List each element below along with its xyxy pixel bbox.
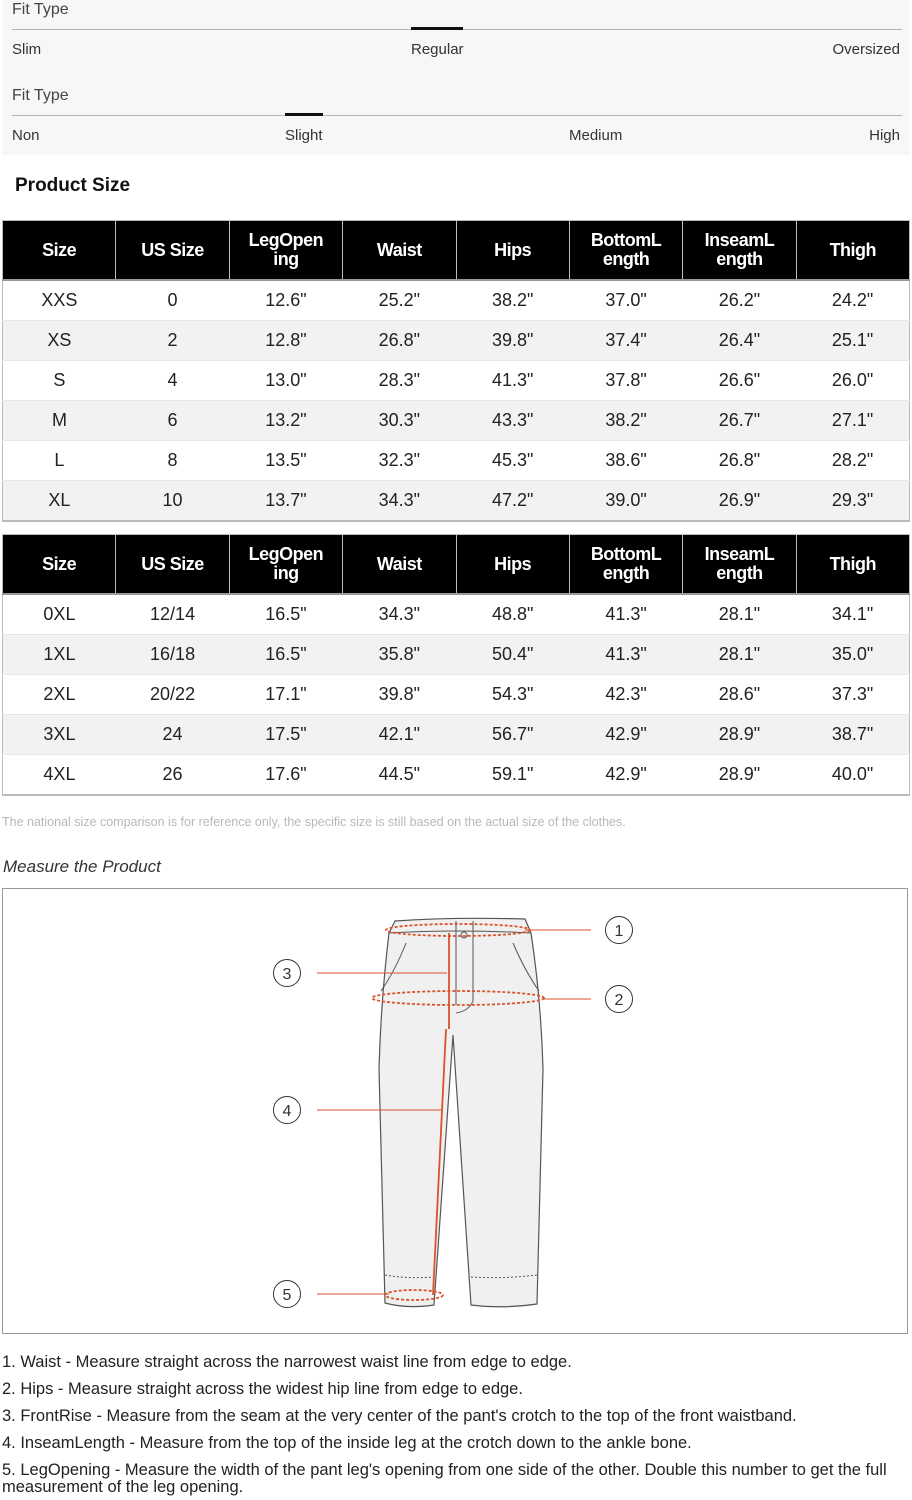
table-cell: 24.2": [796, 280, 909, 321]
table-cell: 28.1": [683, 594, 796, 635]
marker-3-label: 3: [282, 966, 292, 983]
size-table-body: [3, 594, 910, 795]
header-size: Size: [3, 535, 116, 595]
fit-option-slim: Slim: [12, 41, 42, 58]
product-size-title: Product Size: [15, 175, 131, 196]
fit-type-title: Fit Type: [12, 1, 69, 18]
table-cell: 35.8": [343, 635, 456, 675]
header-hips: Hips: [456, 535, 569, 595]
measurement-diagram: [2, 888, 908, 1334]
table-cell: 17.1": [229, 675, 342, 715]
header-us-size: US Size: [116, 221, 229, 281]
table-cell: 28.2": [796, 441, 909, 481]
table-row: [3, 594, 910, 635]
table-cell: 42.9": [569, 755, 682, 796]
table-cell: 26.0": [796, 361, 909, 401]
marker-1-label: 1: [614, 923, 624, 940]
table-cell: 39.0": [569, 481, 682, 522]
table-cell: 40.0": [796, 755, 909, 796]
table-row: [3, 441, 910, 481]
header-leg-opening: LegOpen ing: [229, 221, 342, 281]
table-row: [3, 481, 910, 522]
table-cell: 13.5": [229, 441, 342, 481]
header-inseam-length: InseamL ength: [683, 535, 796, 595]
table-cell: 41.3": [569, 594, 682, 635]
table-cell: 41.3": [456, 361, 569, 401]
table-cell: 42.1": [343, 715, 456, 755]
measure-title: Measure the Product: [3, 857, 161, 876]
table-row: [3, 755, 910, 796]
table-cell: 12/14: [116, 594, 229, 635]
table-cell: 28.6": [683, 675, 796, 715]
table-cell: 13.0": [229, 361, 342, 401]
table-cell: XXS: [3, 280, 116, 321]
table-cell: 0: [116, 280, 229, 321]
table-cell: 13.2": [229, 401, 342, 441]
table-cell: 12.8": [229, 321, 342, 361]
stretch-scale-track: [12, 115, 902, 116]
table-cell: 42.9": [569, 715, 682, 755]
table-cell: 59.1": [456, 755, 569, 796]
measurement-instructions: [2, 1354, 910, 1496]
table-cell: 26.9": [683, 481, 796, 522]
table-cell: 27.1": [796, 401, 909, 441]
table-cell: XS: [3, 321, 116, 361]
table-cell: 26.8": [683, 441, 796, 481]
table-cell: 26.2": [683, 280, 796, 321]
header-leg-opening: LegOpen ing: [229, 535, 342, 595]
table-cell: 26.4": [683, 321, 796, 361]
marker-3: [274, 960, 301, 987]
table-cell: 1XL: [3, 635, 116, 675]
table-cell: 34.3": [343, 594, 456, 635]
table-cell: 13.7": [229, 481, 342, 522]
table-cell: 43.3": [456, 401, 569, 441]
marker-4-label: 4: [282, 1103, 292, 1120]
table-cell: 50.4": [456, 635, 569, 675]
table-cell: 16/18: [116, 635, 229, 675]
table-cell: 48.8": [456, 594, 569, 635]
table-cell: 26.6": [683, 361, 796, 401]
table-cell: 37.0": [569, 280, 682, 321]
header-hips: Hips: [456, 221, 569, 281]
table-cell: L: [3, 441, 116, 481]
table-cell: 24: [116, 715, 229, 755]
table-cell: M: [3, 401, 116, 441]
table-cell: 34.3": [343, 481, 456, 522]
table-cell: 17.6": [229, 755, 342, 796]
table-cell: 28.3": [343, 361, 456, 401]
size-table-plus: [2, 534, 910, 796]
table-cell: 32.3": [343, 441, 456, 481]
table-cell: 29.3": [796, 481, 909, 522]
header-us-size: US Size: [116, 535, 229, 595]
marker-5: [274, 1281, 301, 1308]
header-bottom-length: BottomL ength: [569, 221, 682, 281]
table-cell: 8: [116, 441, 229, 481]
size-reference-note: The national size comparison is for reference only, the specific size is still based on the actual size of the clothes.: [2, 815, 626, 829]
marker-1: [606, 917, 633, 944]
table-cell: 38.6": [569, 441, 682, 481]
table-cell: 34.1": [796, 594, 909, 635]
table-cell: 56.7": [456, 715, 569, 755]
table-header-row: [3, 221, 910, 281]
header-inseam-length: InseamL ength: [683, 221, 796, 281]
table-cell: 20/22: [116, 675, 229, 715]
marker-4: [274, 1097, 301, 1124]
stretch-type-title: Fit Type: [12, 87, 69, 104]
table-row: [3, 361, 910, 401]
marker-2: [606, 986, 633, 1013]
header-thigh: Thigh: [796, 221, 909, 281]
table-row: [3, 321, 910, 361]
table-cell: XL: [3, 481, 116, 522]
table-cell: 3XL: [3, 715, 116, 755]
header-waist: Waist: [343, 535, 456, 595]
table-cell: 16.5": [229, 594, 342, 635]
fit-option-regular: Regular: [411, 41, 464, 58]
table-cell: 25.1": [796, 321, 909, 361]
table-row: [3, 280, 910, 321]
table-cell: 4XL: [3, 755, 116, 796]
table-cell: 41.3": [569, 635, 682, 675]
instruction-front-rise: 3. FrontRise - Measure from the seam at the very center of the pant's crotch to the top of the front waistband.: [2, 1407, 797, 1425]
pants-diagram: [3, 889, 909, 1335]
table-cell: 39.8": [456, 321, 569, 361]
table-cell: 38.2": [456, 280, 569, 321]
marker-5-label: 5: [282, 1287, 292, 1304]
fit-scale-selected-marker: [411, 27, 463, 30]
table-cell: 47.2": [456, 481, 569, 522]
table-cell: 38.7": [796, 715, 909, 755]
stretch-option-high: High: [869, 127, 900, 144]
table-row: [3, 715, 910, 755]
table-cell: 0XL: [3, 594, 116, 635]
table-cell: 45.3": [456, 441, 569, 481]
header-waist: Waist: [343, 221, 456, 281]
table-cell: 37.4": [569, 321, 682, 361]
table-cell: 28.9": [683, 755, 796, 796]
table-cell: 12.6": [229, 280, 342, 321]
size-table-body: [3, 280, 910, 521]
table-cell: 38.2": [569, 401, 682, 441]
marker-2-label: 2: [614, 992, 624, 1009]
table-cell: 28.9": [683, 715, 796, 755]
instruction-inseam-length: 4. InseamLength - Measure from the top of the inside leg at the crotch down to the ankle bone.: [2, 1434, 692, 1452]
table-cell: 10: [116, 481, 229, 522]
table-row: [3, 401, 910, 441]
header-bottom-length: BottomL ength: [569, 535, 682, 595]
table-cell: 54.3": [456, 675, 569, 715]
table-cell: 35.0": [796, 635, 909, 675]
table-cell: 37.8": [569, 361, 682, 401]
header-thigh: Thigh: [796, 535, 909, 595]
table-cell: S: [3, 361, 116, 401]
pants-illustration: [379, 918, 543, 1306]
table-cell: 28.1": [683, 635, 796, 675]
instruction-hips: 2. Hips - Measure straight across the widest hip line from edge to edge.: [2, 1380, 523, 1398]
table-header-row: [3, 535, 910, 595]
table-cell: 6: [116, 401, 229, 441]
table-cell: 26: [116, 755, 229, 796]
table-cell: 39.8": [343, 675, 456, 715]
fit-scales-panel: [2, 0, 910, 155]
stretch-scale-selected-marker: [285, 113, 323, 116]
table-cell: 26.7": [683, 401, 796, 441]
table-cell: 37.3": [796, 675, 909, 715]
instruction-waist: 1. Waist - Measure straight across the narrowest waist line from edge to edge.: [2, 1353, 572, 1371]
table-row: [3, 635, 910, 675]
header-size: Size: [3, 221, 116, 281]
size-table-regular: [2, 220, 910, 522]
stretch-option-slight: Slight: [285, 127, 323, 144]
stretch-option-medium: Medium: [569, 127, 623, 144]
table-cell: 44.5": [343, 755, 456, 796]
fit-option-oversized: Oversized: [832, 41, 900, 58]
table-cell: 16.5": [229, 635, 342, 675]
table-cell: 2XL: [3, 675, 116, 715]
table-cell: 2: [116, 321, 229, 361]
stretch-option-non: Non: [12, 127, 40, 144]
table-row: [3, 675, 910, 715]
instruction-leg-opening: 5. LegOpening - Measure the width of the pant leg's opening from one side of the other. Double this number to get the full measurement of the leg opening.: [2, 1461, 887, 1496]
table-cell: 30.3": [343, 401, 456, 441]
table-cell: 26.8": [343, 321, 456, 361]
table-cell: 4: [116, 361, 229, 401]
table-cell: 17.5": [229, 715, 342, 755]
table-cell: 25.2": [343, 280, 456, 321]
table-cell: 42.3": [569, 675, 682, 715]
